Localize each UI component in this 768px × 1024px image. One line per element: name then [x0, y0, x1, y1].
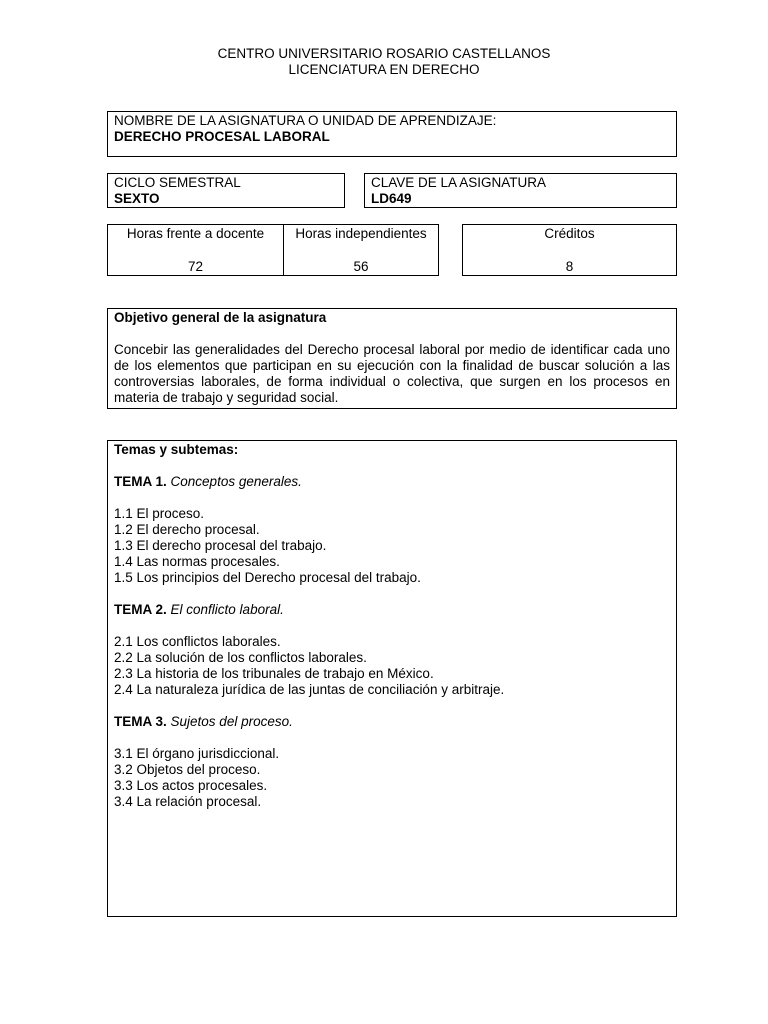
subtopic: 1.4 Las normas procesales.	[114, 554, 280, 569]
subtopic: 1.2 El derecho procesal.	[114, 522, 260, 537]
topic-heading	[114, 474, 670, 490]
code-label: CLAVE DE LA ASIGNATURA	[371, 175, 547, 190]
subtopic: 1.1 El proceso.	[114, 506, 205, 521]
subject-label: NOMBRE DE LA ASIGNATURA O UNIDAD DE APRENDIZAJE:	[114, 113, 497, 128]
topic-name: El conflicto laboral.	[170, 602, 284, 617]
program-name: LICENCIATURA EN DERECHO	[288, 62, 480, 77]
cycle-value: SEXTO	[114, 191, 160, 206]
topic-name: Conceptos generales.	[170, 474, 302, 489]
code-box	[364, 173, 677, 208]
subtopic: 1.5 Los principios del Derecho procesal del trabajo.	[114, 570, 421, 585]
independent-hours-cell	[284, 225, 438, 275]
topic-label: TEMA 1.	[114, 474, 167, 489]
credits-cell	[463, 225, 676, 275]
independent-hours-value: 56	[353, 259, 369, 274]
credits-value: 8	[565, 259, 574, 274]
cycle-box	[107, 173, 345, 208]
teacher-hours-label: Horas frente a docente	[126, 226, 265, 241]
subtopic: 2.4 La naturaleza jurídica de las juntas de conciliación y arbitraje.	[114, 682, 505, 697]
subtopic: 2.2 La solución de los conflictos laborales.	[114, 650, 367, 665]
subject-box	[107, 111, 677, 157]
topics-title: Temas y subtemas:	[114, 442, 239, 457]
objective-text: Concebir las generalidades del Derecho procesal laboral por medio de identificar cada uno de los elementos que participan en su ejecución con la finalidad de buscar solución a las controversias laborales, de forma individual o colectiva, que surgen en los procesos en materia de trabajo y seguridad social.	[114, 342, 670, 405]
subtopic: 2.3 La historia de los tribunales de trabajo en México.	[114, 666, 434, 681]
credits-box	[462, 224, 677, 276]
independent-hours-label: Horas independientes	[295, 226, 427, 241]
topics-box	[107, 440, 677, 917]
subject-value: DERECHO PROCESAL LABORAL	[114, 129, 330, 144]
document-header	[0, 46, 768, 78]
hours-box	[107, 224, 439, 276]
objective-box	[107, 308, 677, 409]
topic-label: TEMA 2.	[114, 602, 167, 617]
teacher-hours-value: 72	[187, 259, 204, 274]
teacher-hours-cell	[108, 225, 284, 275]
code-value: LD649	[371, 191, 412, 206]
topic-label: TEMA 3.	[114, 714, 167, 729]
objective-title: Objetivo general de la asignatura	[114, 310, 327, 325]
subtopic: 3.1 El órgano jurisdiccional.	[114, 746, 280, 761]
cycle-label: CICLO SEMESTRAL	[114, 175, 241, 190]
topic-heading	[114, 714, 670, 730]
subtopic: 2.1 Los conflictos laborales.	[114, 634, 281, 649]
subtopic: 1.3 El derecho procesal del trabajo.	[114, 538, 327, 553]
subtopic: 3.3 Los actos procesales.	[114, 778, 268, 793]
credits-label: Créditos	[544, 226, 595, 241]
topic-heading	[114, 602, 670, 618]
institution-name: CENTRO UNIVERSITARIO ROSARIO CASTELLANOS	[217, 46, 551, 61]
subtopic: 3.2 Objetos del proceso.	[114, 762, 261, 777]
subtopic: 3.4 La relación procesal.	[114, 794, 262, 809]
topic-name: Sujetos del proceso.	[170, 714, 293, 729]
